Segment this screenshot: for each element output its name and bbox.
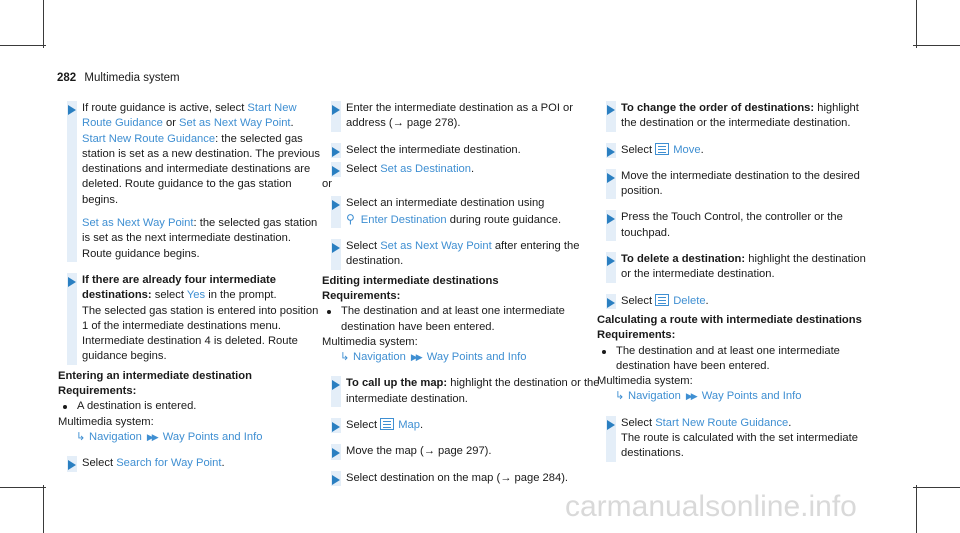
step-arrow-icon — [332, 475, 340, 485]
step-item — [597, 210, 867, 241]
step-arrow-icon — [332, 243, 340, 253]
step-item — [597, 294, 867, 309]
page-number: 282 — [57, 72, 77, 84]
step-text: Select Search for Way Point. — [82, 457, 225, 470]
requirements-label: Requirements: — [58, 385, 137, 398]
step-item — [322, 101, 600, 132]
menu-link[interactable]: Set as Next Way Point — [380, 240, 492, 253]
step-text: Select the intermediate destination. — [346, 143, 521, 156]
step-text: Move the intermediate destination to the desired position. — [621, 169, 860, 198]
step-arrow-icon — [332, 166, 340, 176]
menu-link[interactable]: Start New Route Guidance — [82, 132, 216, 145]
column-2 — [322, 101, 600, 486]
step-item — [322, 239, 600, 270]
requirements-label: Requirements: — [597, 329, 676, 342]
step-arrow-icon — [607, 147, 615, 157]
menu-link[interactable]: Navigation — [353, 351, 406, 364]
step-item — [597, 143, 867, 158]
step-arrow-icon — [607, 256, 615, 266]
section-heading: Calculating a route with intermediate destinations — [597, 313, 862, 326]
system-label: Multimedia system: — [58, 415, 154, 428]
double-chevron-icon: ▶▶ — [410, 352, 421, 363]
step-arrow-icon — [607, 105, 615, 115]
step-item — [322, 444, 600, 459]
step-item — [322, 376, 600, 407]
step-text: Select Set as Next Way Point after entering the destination. — [346, 240, 580, 268]
step-arrow-icon — [332, 147, 340, 157]
step-item — [322, 196, 600, 228]
step-item — [58, 101, 322, 262]
step-text: Press the Touch Control, the controller or the touchpad. — [621, 211, 843, 239]
menu-link[interactable]: Way Points and Info — [701, 390, 802, 403]
step-text: Select Delete. — [621, 294, 709, 307]
menu-link[interactable]: Start New Route Guidance — [82, 102, 297, 130]
column-1 — [58, 101, 322, 472]
list-item: The destination and at least one intermediate destination have been entered. — [322, 304, 600, 335]
step-text: To call up the map: highlight the destination or the intermediate destination. — [346, 377, 600, 405]
menu-link[interactable]: Search for Way Point — [116, 457, 222, 470]
section-heading: Editing intermediate destinations — [322, 274, 499, 287]
crop-mark — [0, 45, 46, 46]
menu-link[interactable]: Enter Destination — [360, 213, 447, 226]
crop-mark — [916, 485, 917, 533]
step-arrow-icon — [332, 448, 340, 458]
crop-mark — [43, 485, 44, 533]
list-item: The destination and at least one intermediate destination have been entered. — [597, 344, 867, 375]
step-item — [597, 252, 867, 283]
section-heading: Entering an intermediate destination — [58, 369, 252, 382]
step-text: Move the map (→ page 297). — [346, 445, 492, 458]
crop-mark — [0, 487, 46, 488]
step-item — [322, 418, 600, 433]
step-arrow-icon — [607, 173, 615, 183]
step-arrow-icon — [68, 460, 76, 470]
search-icon: ⚲ — [346, 211, 355, 226]
step-text: Select Start New Route Guidance. The route is calculated with the set intermediate destinations. — [621, 416, 858, 460]
menu-path — [597, 389, 867, 404]
menu-list-icon — [380, 418, 394, 430]
step-item — [322, 143, 600, 158]
crop-mark — [916, 0, 917, 48]
step-arrow-icon — [607, 420, 615, 430]
menu-path — [58, 430, 322, 445]
return-arrow-icon: ↳ — [76, 430, 86, 443]
step-text: Select Move. — [621, 143, 704, 156]
menu-link[interactable]: Way Points and Info — [162, 430, 263, 443]
crop-mark — [913, 487, 960, 488]
menu-list-icon — [655, 143, 669, 155]
step-item — [322, 162, 600, 177]
step-arrow-icon — [332, 200, 340, 210]
menu-link[interactable]: Start New Route Guidance — [655, 416, 789, 429]
step-item — [597, 101, 867, 132]
step-arrow-icon — [332, 422, 340, 432]
step-text: Set as Next Way Point: the selected gas station is set as the next intermediate destination. Route guidance begins. — [82, 217, 318, 260]
menu-link[interactable]: Navigation — [628, 390, 681, 403]
crop-mark — [43, 0, 44, 48]
menu-link[interactable]: Navigation — [89, 430, 142, 443]
page-header — [57, 71, 180, 86]
column-3 — [597, 101, 867, 462]
menu-path — [322, 350, 600, 365]
menu-link[interactable]: Map — [398, 419, 420, 432]
step-arrow-icon — [68, 277, 76, 287]
list-item: A destination is entered. — [58, 399, 322, 414]
step-text: To change the order of destinations: highlight the destination or the intermediate destination. — [621, 102, 859, 130]
menu-link[interactable]: Move — [673, 143, 701, 156]
double-chevron-icon: ▶▶ — [685, 391, 696, 402]
step-text: Select destination on the map (→ page 284). — [346, 471, 569, 484]
step-item — [58, 273, 322, 365]
step-arrow-icon — [332, 380, 340, 390]
step-text: Select an intermediate destination using ⚲ Enter Destination during route guidance. — [346, 197, 562, 226]
menu-link[interactable]: Set as Next Way Point — [82, 217, 194, 230]
step-text: Select Set as Destination. — [346, 162, 475, 175]
return-arrow-icon: ↳ — [340, 351, 350, 364]
return-arrow-icon: ↳ — [615, 390, 625, 403]
step-arrow-icon — [68, 105, 76, 115]
requirements-label: Requirements: — [322, 289, 401, 302]
system-label: Multimedia system: — [322, 335, 418, 348]
menu-link[interactable]: Delete — [673, 294, 706, 307]
menu-link[interactable]: Yes — [186, 289, 206, 302]
step-text: If there are already four intermediate destinations: select Yes in the prompt. The selected gas station is entered into position 1 of the intermediate destinations menu. Intermediate destination 4 is deleted. Route guidance begins. — [82, 273, 319, 363]
step-item — [322, 471, 600, 486]
page-title: Multimedia system — [84, 72, 180, 84]
step-item — [58, 456, 322, 471]
step-arrow-icon — [607, 298, 615, 308]
step-arrow-icon — [607, 214, 615, 224]
double-chevron-icon: ▶▶ — [146, 431, 157, 442]
step-item — [597, 416, 867, 462]
step-arrow-icon — [332, 105, 340, 115]
step-text: To delete a destination: highlight the destination or the intermediate destination. — [621, 253, 866, 281]
menu-list-icon — [655, 294, 669, 306]
step-text: Select Map. — [346, 419, 424, 432]
system-label: Multimedia system: — [597, 375, 693, 388]
menu-link[interactable]: Set as Next Way Point — [179, 117, 291, 130]
step-text: If route guidance is active, select Start New Route Guidance or Set as Next Way Point. Start New Route Guidance: the selected gas station is set as a new destination. The previous destinations and intermediate destinations are deleted. Route guidance to the gas station begins. — [82, 102, 320, 206]
or-label: or — [322, 178, 332, 191]
step-item — [597, 169, 867, 200]
menu-link[interactable]: Set as Destination — [380, 162, 471, 175]
watermark-text: carmanualsonline.info — [565, 490, 857, 523]
crop-mark — [913, 45, 960, 46]
menu-link[interactable]: Way Points and Info — [426, 351, 527, 364]
step-text: Enter the intermediate destination as a POI or address (→ page 278). — [346, 102, 573, 130]
